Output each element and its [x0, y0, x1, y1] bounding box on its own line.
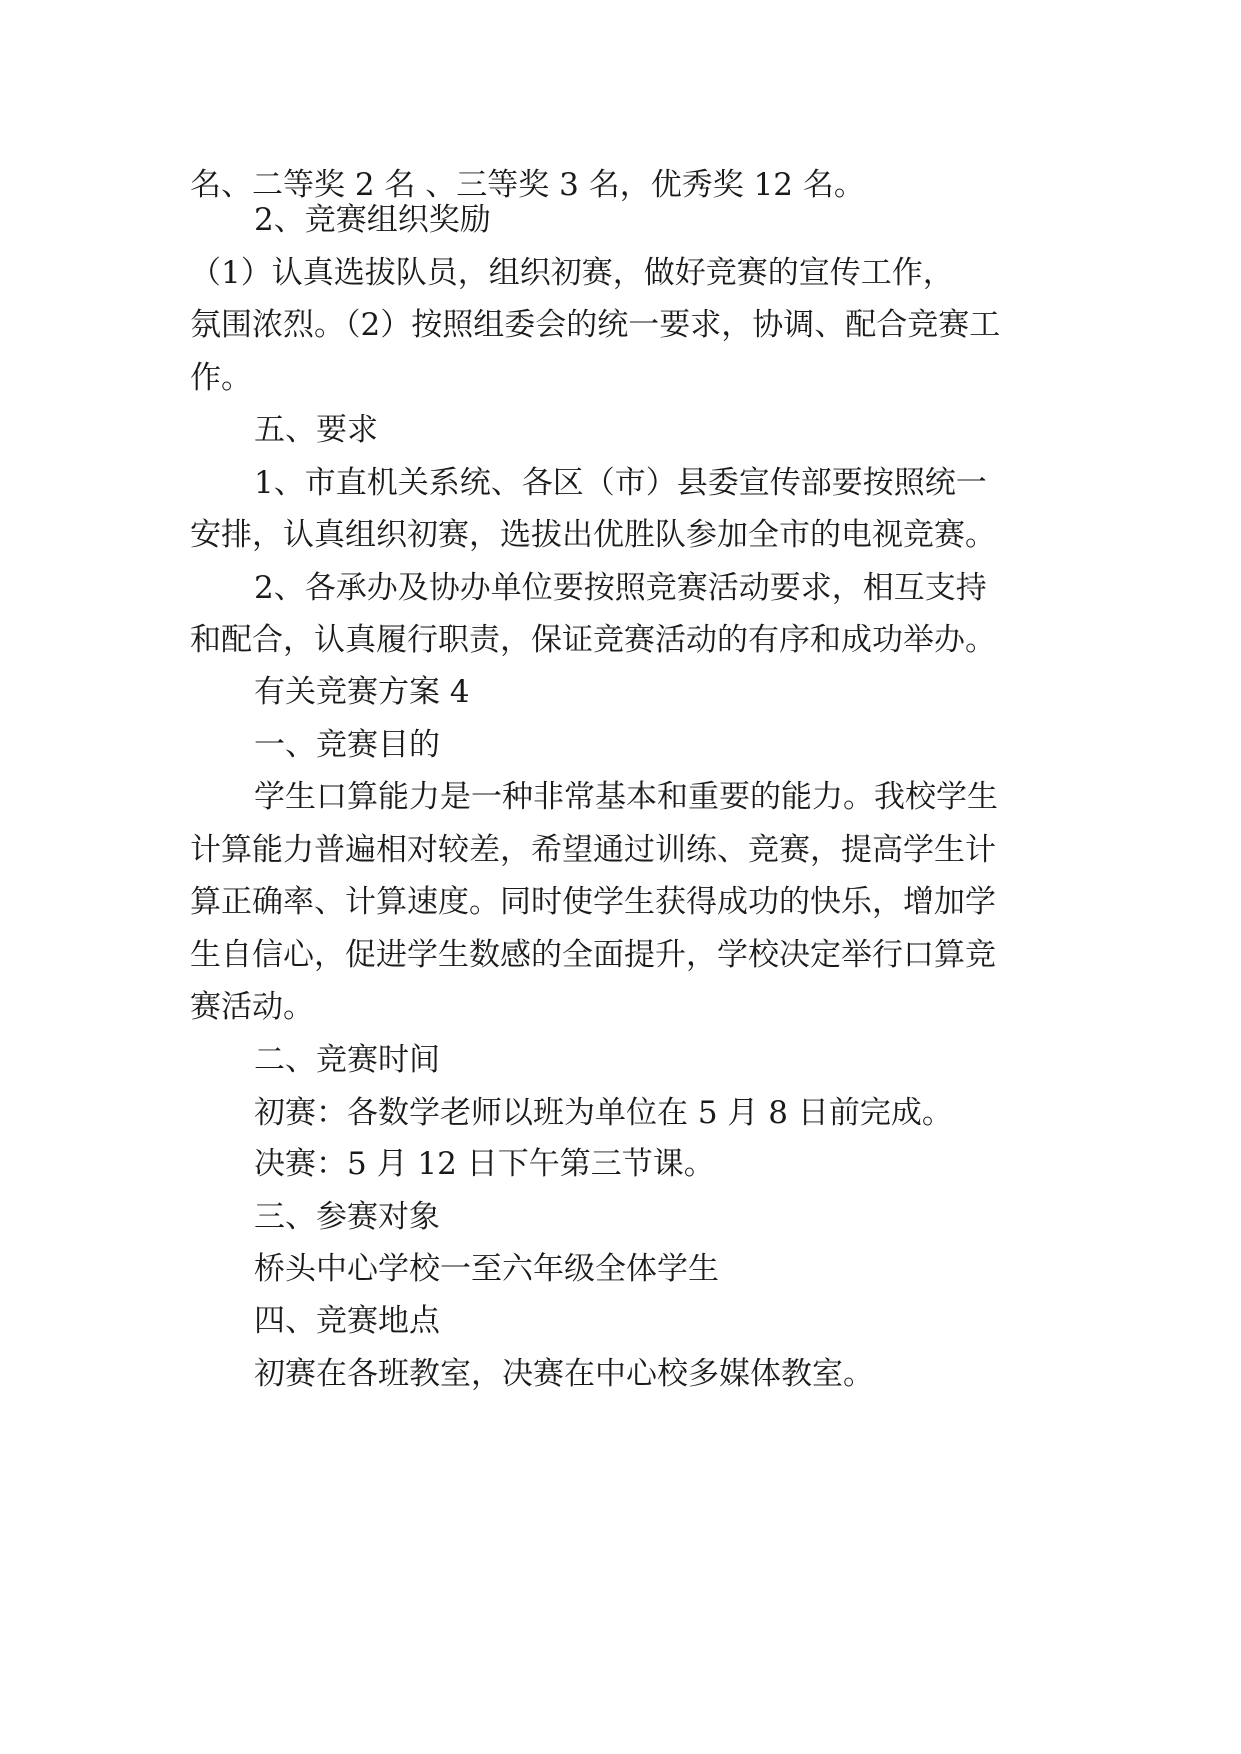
section-heading: 三、参赛对象 — [254, 1199, 440, 1235]
text-line: 学生口算能力是一种非常基本和重要的能力。我校学生 — [254, 779, 998, 815]
text-line: （1）认真选拔队员，组织初赛，做好竞赛的宣传工作， — [190, 255, 954, 291]
document-title: 有关竞赛方案 4 — [254, 674, 470, 710]
text-line: 名、二等奖 2 名 、三等奖 3 名，优秀奖 12 名。 — [190, 167, 865, 203]
text-line: 计算能力普遍相对较差，希望通过训练、竞赛，提高学生计 — [190, 832, 996, 868]
text-line: 和配合，认真履行职责，保证竞赛活动的有序和成功举办。 — [190, 622, 996, 658]
text-line: 桥头中心学校一至六年级全体学生 — [254, 1251, 719, 1287]
text-line: 初赛在各班教室，决赛在中心校多媒体教室。 — [254, 1356, 874, 1392]
text-line: 安排，认真组织初赛，选拔出优胜队参加全市的电视竞赛。 — [190, 517, 996, 553]
section-heading: 一、竞赛目的 — [254, 727, 440, 763]
text-line: 氛围浓烈。（2）按照组委会的统一要求，协调、配合竞赛工 — [190, 307, 1001, 343]
text-line: 初赛：各数学老师以班为单位在 5 月 8 日前完成。 — [254, 1095, 953, 1131]
text-line: 决赛：5 月 12 日下午第三节课。 — [254, 1146, 715, 1182]
section-heading: 五、要求 — [254, 412, 378, 448]
text-line: 赛活动。 — [190, 989, 314, 1025]
text-line: 2、各承办及协办单位要按照竞赛活动要求，相互支持 — [254, 570, 987, 606]
section-heading: 二、竞赛时间 — [254, 1042, 440, 1078]
text-line: 1、市直机关系统、各区（市）县委宣传部要按照统一 — [254, 465, 987, 501]
text-line: 2、竞赛组织奖励 — [254, 202, 491, 238]
text-line: 生自信心，促进学生数感的全面提升，学校决定举行口算竞 — [190, 937, 996, 973]
text-line: 算正确率、计算速度。同时使学生获得成功的快乐，增加学 — [190, 884, 996, 920]
section-heading: 四、竞赛地点 — [254, 1303, 440, 1339]
text-line: 作。 — [190, 360, 252, 396]
